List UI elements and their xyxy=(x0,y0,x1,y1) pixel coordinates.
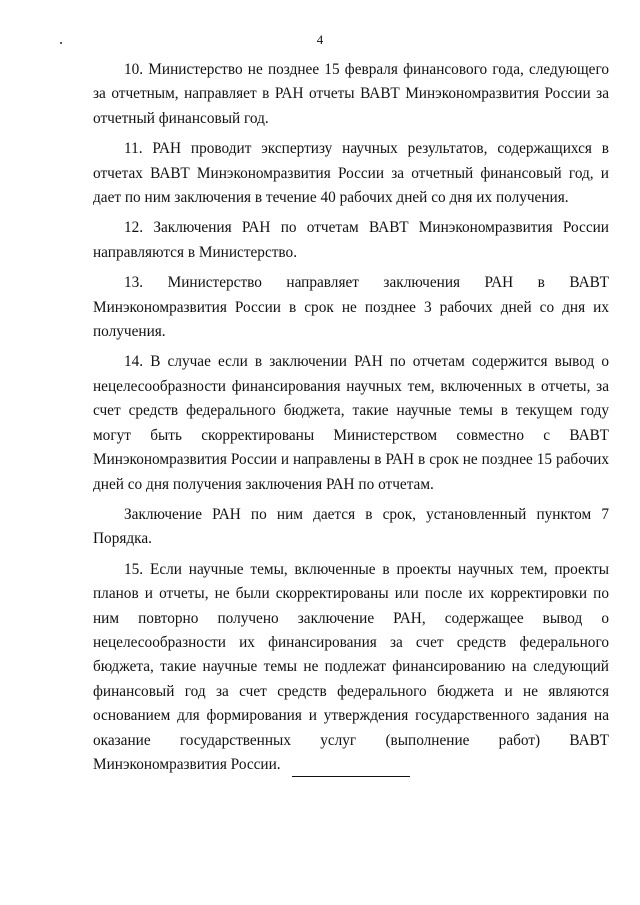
end-divider-line xyxy=(292,776,410,777)
paragraph-14: 14. В случае если в заключении РАН по отчетам содержится вывод о нецелесообразности финансирования научных тем, включенных в отчеты, за счет средств федерального бюджета, такие научные темы в текущем году могут быть скорректированы Министерством совместно с ВАВТ Минэкономразвития России и направлены в РАН в срок не позднее 15 рабочих дней со дня получения заключения РАН по отчетам. xyxy=(93,353,609,493)
document-body xyxy=(93,58,609,783)
page-number: 4 xyxy=(316,32,324,47)
paragraph-11: 11. РАН проводит экспертизу научных результатов, содержащихся в отчетах ВАВТ Минэкономразвития России за отчетный финансовый год, и дает по ним заключения в течение 40 рабочих дней со дня их получения. xyxy=(93,140,609,207)
paragraph-14-note: Заключение РАН по ним дается в срок, установленный пунктом 7 Порядка. xyxy=(93,505,609,548)
paragraph-10: 10. Министерство не позднее 15 февраля финансового года, следующего за отчетным, направляет в РАН отчеты ВАВТ Минэкономразвития России за отчетный финансовый год. xyxy=(93,61,609,127)
paragraph-13: 13. Министерство направляет заключения РАН в ВАВТ Минэкономразвития России в срок не позднее 3 рабочих дней со дня их получения. xyxy=(93,274,609,341)
paragraph-15: 15. Если научные темы, включенные в проекты научных тем, проекты планов и отчеты, не были скорректированы или после их корректировки по ним повторно получено заключение РАН, содержащее вывод о нецелесообразности их финансирования за счет средств федерального бюджета, такие научные темы не подлежат финансированию на следующий финансовый год за счет средств федерального бюджета и не являются основанием для формирования и утверждения государственного задания на оказание государственных услуг (выполнение работ) ВАВТ Минэкономразвития России. xyxy=(93,560,609,773)
paragraph-12: 12. Заключения РАН по отчетам ВАВТ Минэкономразвития России направляются в Министерство. xyxy=(93,219,609,261)
